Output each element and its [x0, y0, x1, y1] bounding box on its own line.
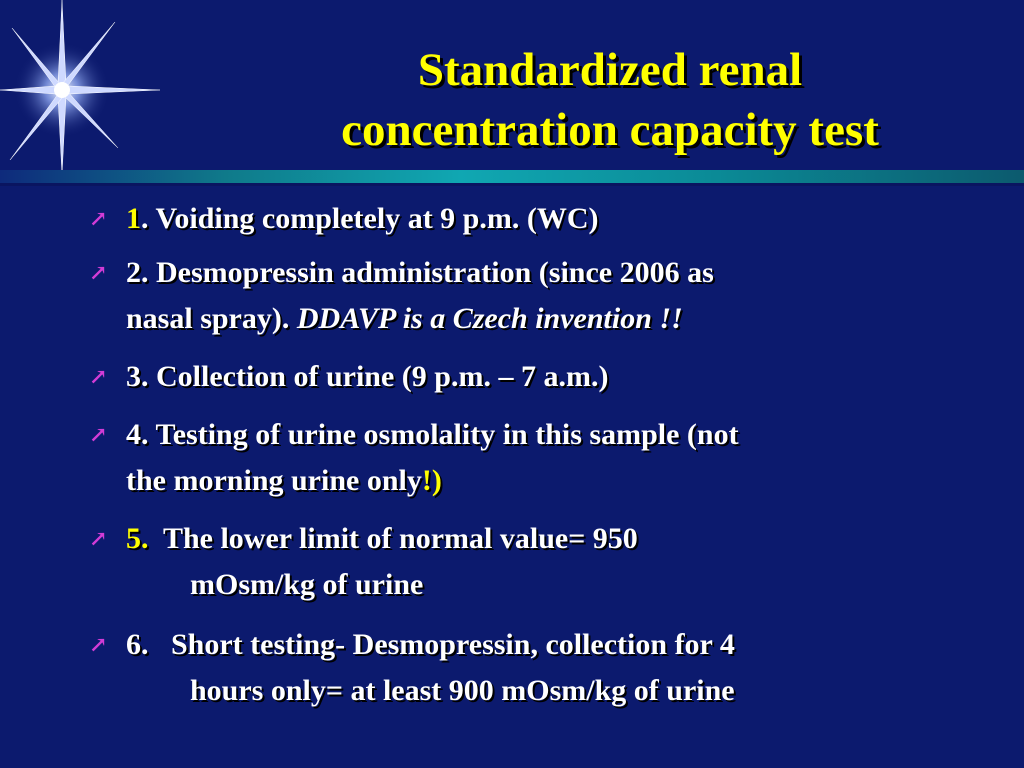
arrow-up-right-icon: ↗	[89, 422, 108, 447]
bullet-2-line-2a: nasal spray).	[126, 302, 297, 335]
bullet-3-text: 3. Collection of urine (9 p.m. – 7 a.m.)	[126, 360, 609, 393]
bullet-2-line-1: 2. Desmopressin administration (since 2006 as	[126, 256, 714, 289]
bullet-6-line-1: 6. Short testing- Desmopressin, collection for 4	[126, 628, 735, 661]
bullet-4-line-2a: the morning urine only	[126, 464, 422, 497]
bullet-5-line-2: mOsm/kg of urine	[190, 568, 424, 601]
bullet-4-line-2b: !)	[421, 464, 442, 497]
star-burst-icon	[0, 0, 170, 175]
arrow-up-right-icon: ↗	[89, 526, 108, 551]
bullet-5-number: 5.	[126, 522, 149, 555]
title-line-2: concentration capacity test	[341, 104, 879, 156]
title-line-1: Standardized renal	[417, 44, 803, 96]
bullet-4-line-1: 4. Testing of urine osmolality in this sample (not	[126, 418, 739, 451]
arrow-up-right-icon: ↗	[89, 364, 108, 389]
bullet-1-text: . Voiding completely at 9 p.m. (WC)	[141, 202, 599, 235]
arrow-up-right-icon: ↗	[89, 206, 108, 231]
bullet-1-number: 1	[126, 202, 141, 235]
slide-title	[210, 40, 1010, 160]
title-divider	[0, 170, 1024, 183]
bullet-2-line-2b: DDAVP is a Czech invention !!	[296, 302, 683, 335]
bullet-5-line-1: The lower limit of normal value= 950	[148, 522, 638, 555]
bullet-6-line-2: hours only= at least 900 mOsm/kg of urine	[190, 674, 735, 707]
arrow-up-right-icon: ↗	[89, 260, 108, 285]
arrow-up-right-icon: ↗	[89, 632, 108, 657]
